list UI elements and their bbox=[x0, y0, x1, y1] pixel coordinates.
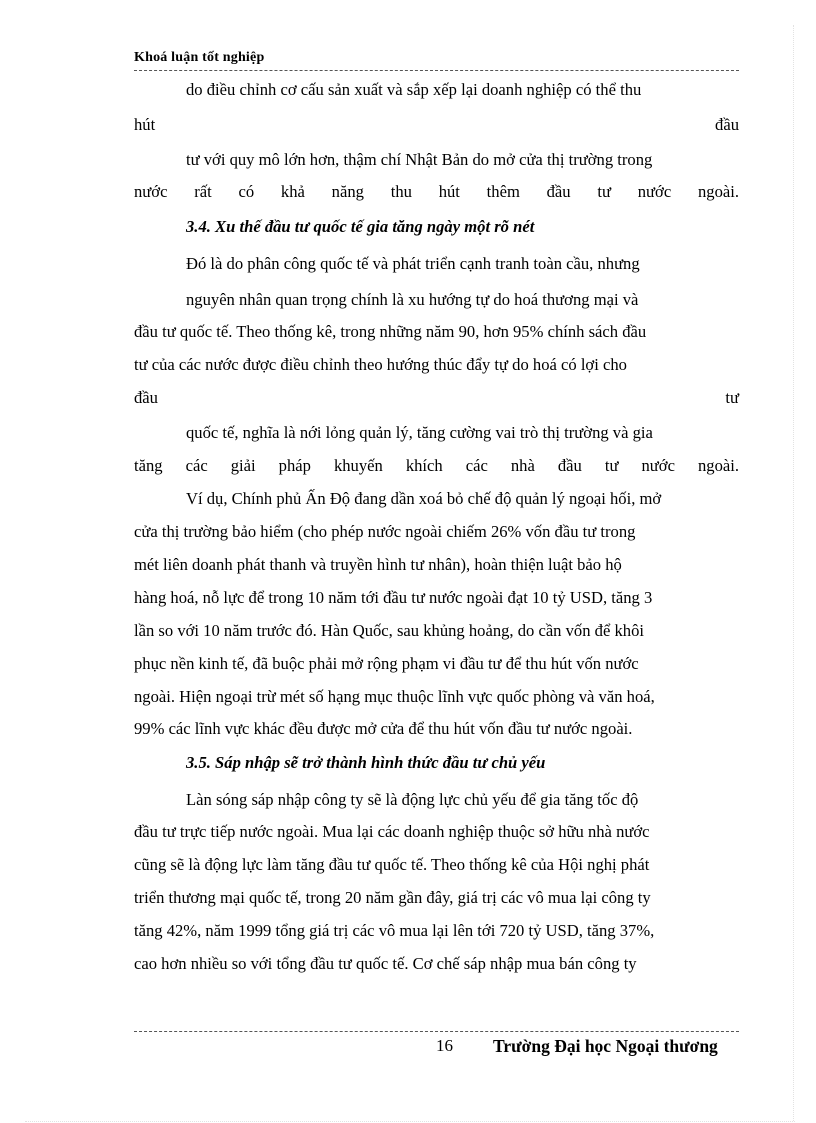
body-line: mét liên doanh phát thanh và truyền hình tư nhân), hoàn thiện luật bảo hộ bbox=[134, 555, 622, 574]
body-line: cũng sẽ là động lực làm tăng đầu tư quốc tế. Theo thống kê của Hội nghị phát bbox=[134, 855, 650, 874]
body-line: hàng hoá, nỗ lực để trong 10 năm tới đầu tư nước ngoài đạt 10 tỷ USD, tăng 3 bbox=[134, 588, 653, 607]
body-line: ngoài. Hiện ngoại trừ mét số hạng mục thuộc lĩnh vực quốc phòng và văn hoá, bbox=[134, 687, 655, 706]
header-divider bbox=[134, 70, 739, 71]
body-line: Làn sóng sáp nhập công ty sẽ là động lực chủ yếu để gia tăng tốc độ bbox=[186, 790, 639, 809]
body-line: đầu tư trực tiếp nước ngoài. Mua lại các doanh nghiệp thuộc sở hữu nhà nước bbox=[134, 822, 650, 841]
body-line: đầu tư quốc tế. Theo thống kê, trong những năm 90, hơn 95% chính sách đầu bbox=[134, 322, 647, 341]
body-line: tăng 42%, năm 1999 tổng giá trị các vô mua lại lên tới 720 tỷ USD, tăng 37%, bbox=[134, 921, 655, 940]
section-heading-3-4: 3.4. Xu thế đầu tư quốc tế gia tăng ngày một rõ nét bbox=[186, 217, 535, 236]
body-line: đầu bbox=[134, 388, 158, 407]
page-number: 16 bbox=[436, 1036, 453, 1055]
body-line: cao hơn nhiều so với tổng đầu tư quốc tế. Cơ chế sáp nhập mua bán công ty bbox=[134, 954, 637, 973]
body-line: Đó là do phân công quốc tế và phát triển cạnh tranh toàn cầu, nhưng bbox=[186, 254, 640, 273]
body-line: tăng các giải pháp khuyến khích các nhà đầu tư nước ngoài. bbox=[134, 456, 739, 475]
body-line: phục nền kinh tế, đã buộc phải mở rộng phạm vi đầu tư để thu hút vốn nước bbox=[134, 654, 639, 673]
page-edge-right bbox=[793, 25, 794, 1121]
footer-school-name: Trường Đại học Ngoại thương bbox=[493, 1036, 718, 1056]
body-line: quốc tế, nghĩa là nới lỏng quản lý, tăng cường vai trò thị trường và gia bbox=[186, 423, 653, 442]
body-line: Ví dụ, Chính phủ Ấn Độ đang dần xoá bỏ chế độ quản lý ngoại hối, mở bbox=[186, 489, 662, 508]
body-line: nước rất có khả năng thu hút thêm đầu tư nước ngoài. bbox=[134, 182, 739, 201]
body-line: hút bbox=[134, 115, 156, 134]
body-line: đầu bbox=[715, 115, 739, 134]
body-line: lần so với 10 năm trước đó. Hàn Quốc, sau khủng hoảng, do cần vốn để khôi bbox=[134, 621, 644, 640]
header-title: Khoá luận tốt nghiệp bbox=[134, 50, 265, 65]
page-edge-bottom bbox=[25, 1121, 795, 1122]
body-line: nguyên nhân quan trọng chính là xu hướng tự do hoá thương mại và bbox=[186, 290, 639, 309]
section-heading-3-5: 3.5. Sáp nhập sẽ trở thành hình thức đầu tư chủ yếu bbox=[186, 753, 546, 772]
body-line: 99% các lĩnh vực khác đều được mở cửa để thu hút vốn đầu tư nước ngoài. bbox=[134, 719, 633, 738]
body-line: tư của các nước được điều chỉnh theo hướng thúc đẩy tự do hoá có lợi cho bbox=[134, 355, 627, 374]
body-line: triển thương mại quốc tế, trong 20 năm gần đây, giá trị các vô mua lại công ty bbox=[134, 888, 651, 907]
footer-divider bbox=[134, 1031, 739, 1032]
body-line: cửa thị trường bảo hiểm (cho phép nước ngoài chiếm 26% vốn đầu tư trong bbox=[134, 522, 636, 541]
body-line: tư bbox=[725, 388, 739, 407]
body-line: do điều chỉnh cơ cấu sản xuất và sắp xếp lại doanh nghiệp có thể thu bbox=[186, 80, 642, 99]
body-line: tư với quy mô lớn hơn, thậm chí Nhật Bản do mở cửa thị trường trong bbox=[186, 150, 653, 169]
